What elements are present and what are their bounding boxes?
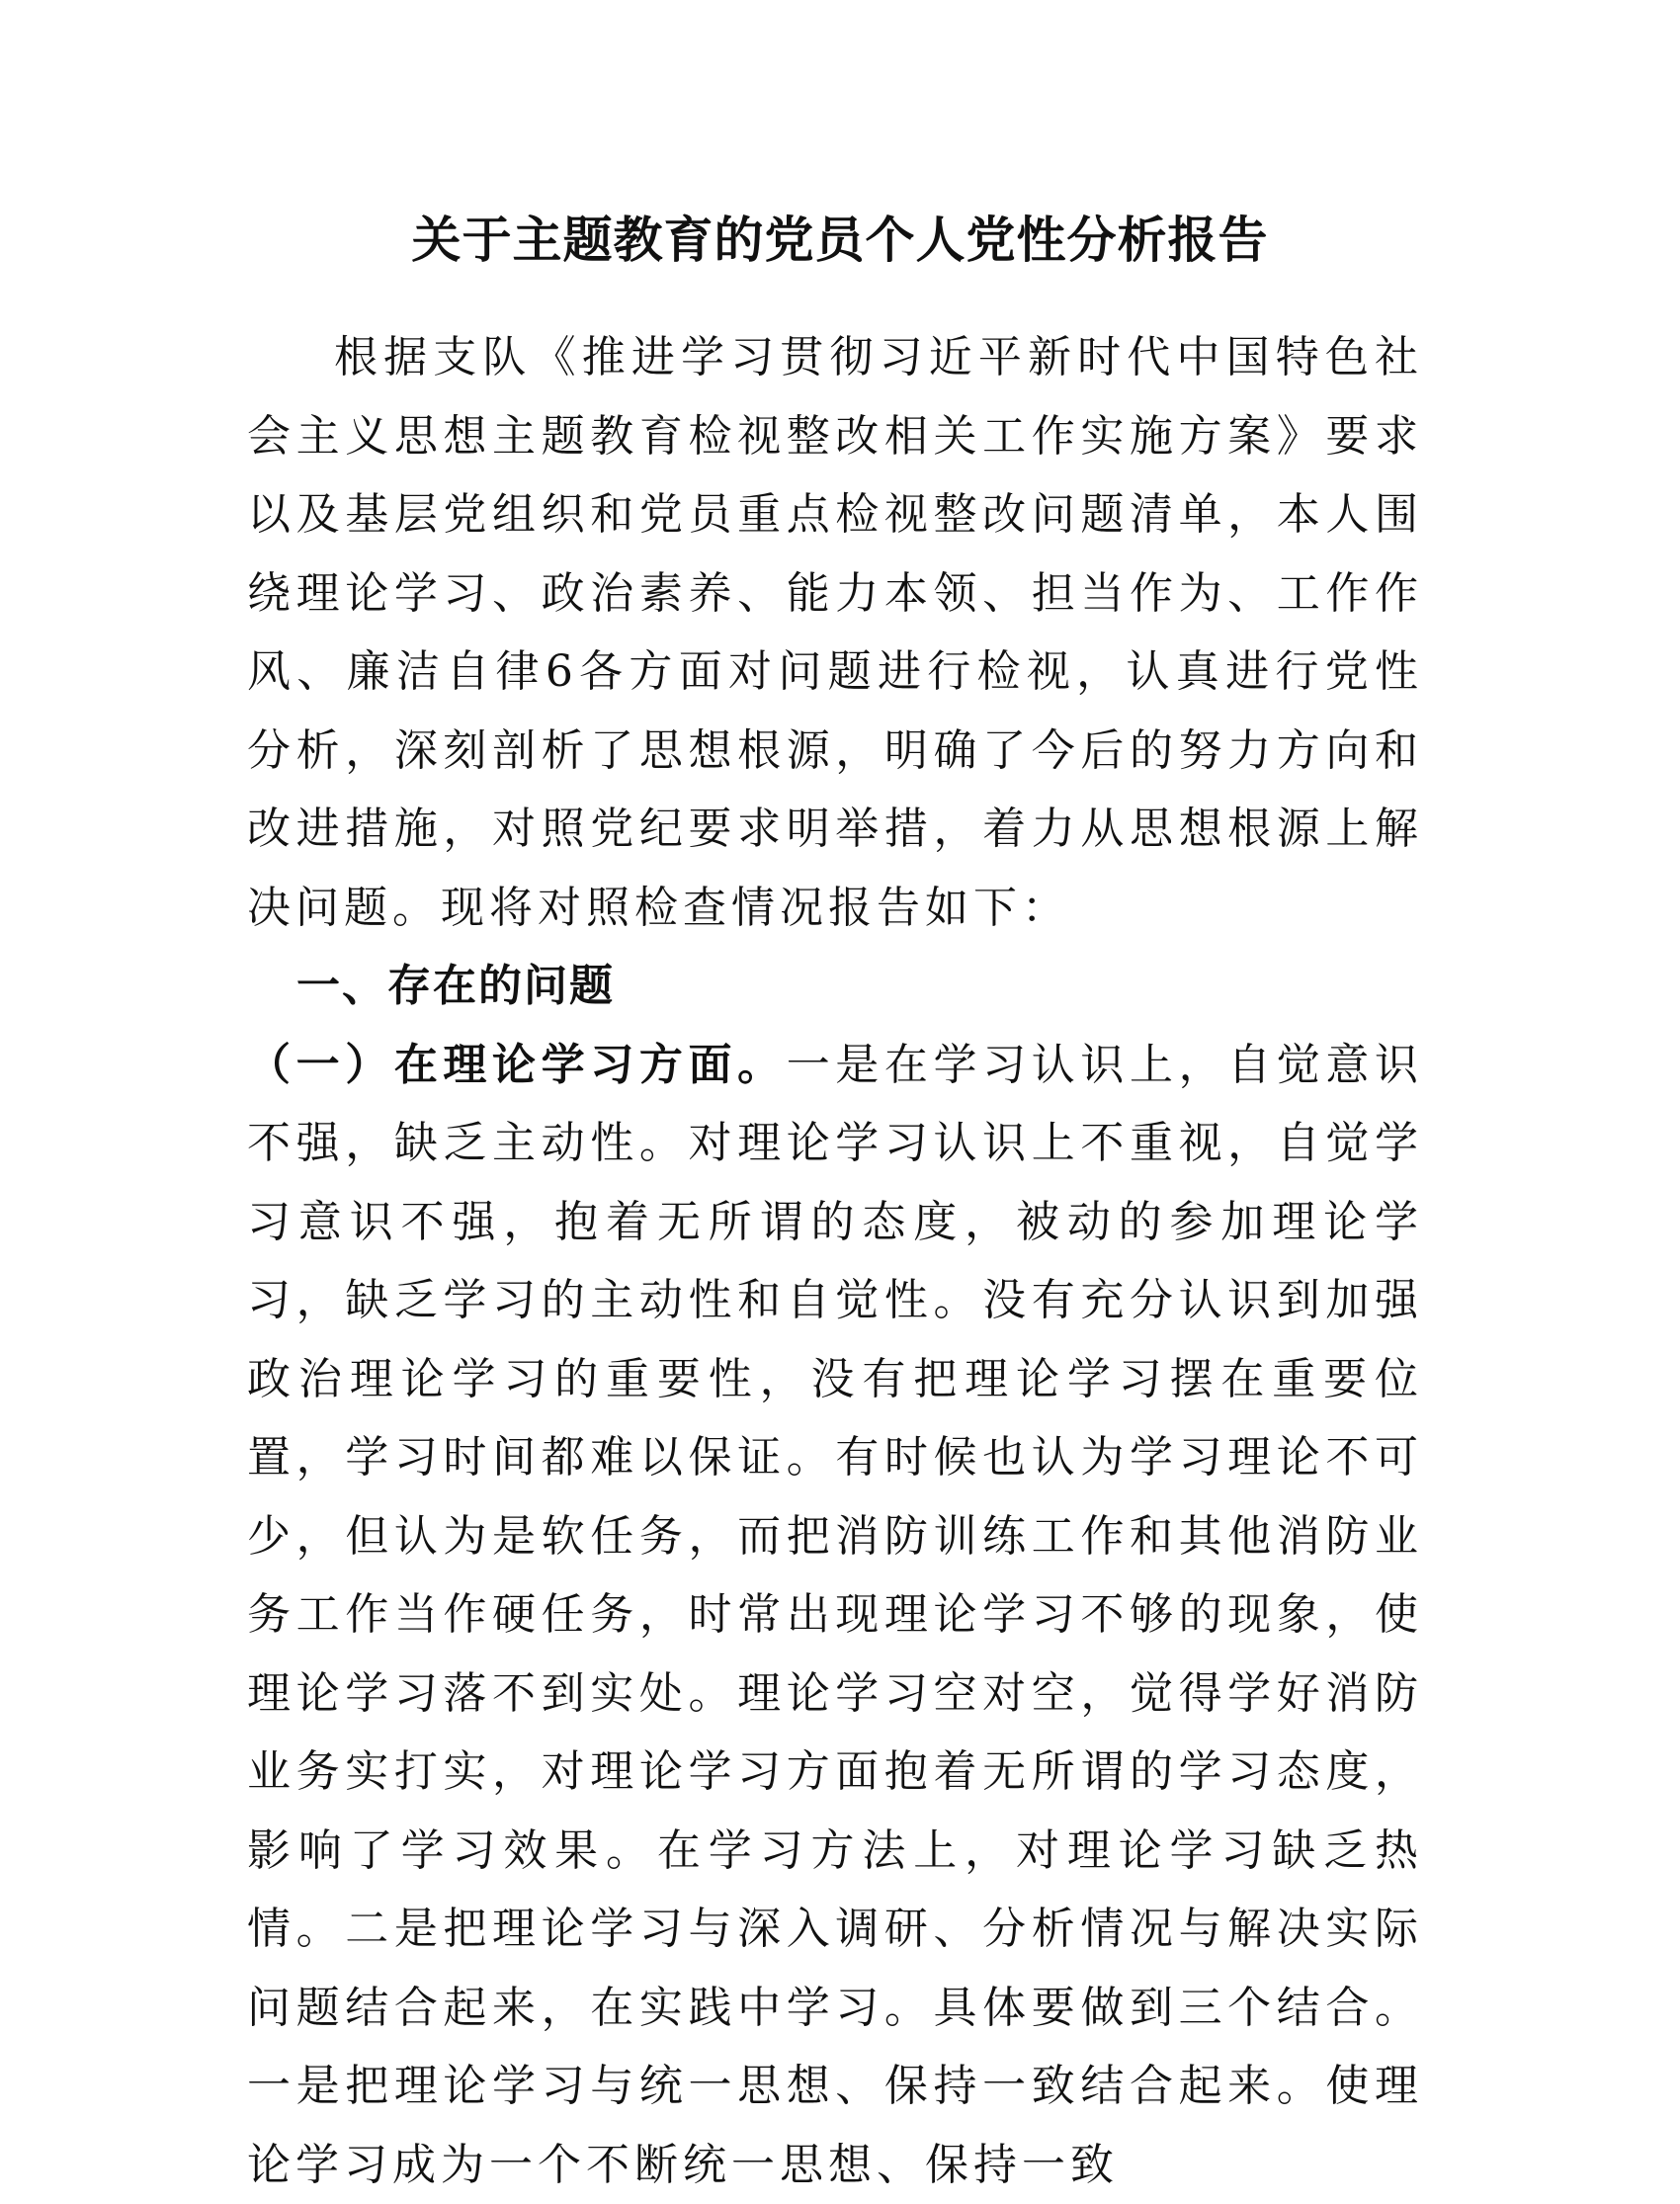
- section-heading-problems: 一、存在的问题: [247, 947, 1423, 1026]
- document-title: 关于主题教育的党员个人党性分析报告: [0, 206, 1680, 275]
- document-body: [247, 318, 1423, 2204]
- subsection-heading-theory-study: （一）在理论学习方面。: [247, 1040, 787, 1090]
- theory-study-text: 一是在学习认识上，自觉意识不强，缺乏主动性。对理论学习认识上不重视，自觉学习意识不强，抱着无所谓的态度，被动的参加理论学习，缺乏学习的主动性和自觉性。没有充分认识到加强政治理论学习的重要性，没有把理论学习摆在重要位置，学习时间都难以保证。有时候也认为学习理论不可少，但认为是软任务，而把消防训练工作和其他消防业务工作当作硬任务，时常出现理论学习不够的现象，使理论学习落不到实处。理论学习空对空，觉得学好消防业务实打实，对理论学习方面抱着无所谓的学习态度，影响了学习效果。在学习方法上，对理论学习缺乏热情。二是把理论学习与深入调研、分析情况与解决实际问题结合起来，在实践中学习。具体要做到三个结合。一是把理论学习与统一思想、保持一致结合起来。使理论学习成为一个不断统一思想、保持一致: [247, 1040, 1423, 2190]
- theory-study-paragraph: [247, 1026, 1423, 2204]
- intro-paragraph: 根据支队《推进学习贯彻习近平新时代中国特色社会主义思想主题教育检视整改相关工作实施方案》要求以及基层党组织和党员重点检视整改问题清单，本人围绕理论学习、政治素养、能力本领、担当作为、工作作风、廉洁自律6各方面对问题进行检视，认真进行党性分析，深刻剖析了思想根源，明确了今后的努力方向和改进措施，对照党纪要求明举措，着力从思想根源上解决问题。现将对照检查情况报告如下：: [247, 318, 1423, 947]
